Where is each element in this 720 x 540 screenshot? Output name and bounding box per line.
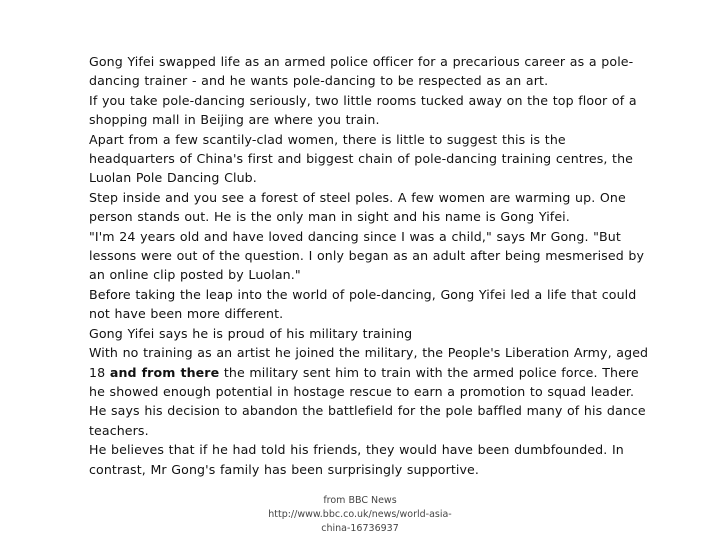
paragraph: He believes that if he had told his friends, they would have been dumbfounded. In contrast, Mr Gong's family has been surprisingly supportive. <box>89 442 624 477</box>
paragraph: Step inside and you see a forest of steel poles. A few women are warming up. One person stands out. He is the only man in sight and his name is Gong Yifei. <box>89 189 626 225</box>
source-label: from BBC News <box>323 495 397 506</box>
source-url: china-16736937 <box>321 523 399 534</box>
paragraph: Before taking the leap into the world of pole-dancing, Gong Yifei led a life that could not have been more different. <box>89 286 637 322</box>
paragraph: Gong Yifei says he is proud of his military training <box>89 325 413 341</box>
paragraph-text: the military sent him to train with the armed police force. There he showed enough potential in hostage rescue to earn a promotion to squad leader. <box>89 364 639 399</box>
paragraph: Apart from a few scantily-clad women, there is little to suggest this is the headquarters of China's first and biggest chain of pole-dancing training centres, the Luolan Pole Dancing Club. <box>89 131 634 186</box>
article-body <box>89 52 649 479</box>
paragraph: "I'm 24 years old and have loved dancing since I was a child," says Mr Gong. "But lessons were out of the question. I only began as an adult after being mesmerised by an online clip posted by Luolan." <box>89 228 645 283</box>
paragraph <box>89 343 649 401</box>
paragraph: Gong Yifei swapped life as an armed police officer for a precarious career as a pole-dancing trainer - and he wants pole-dancing to be respected as an art. <box>89 54 634 89</box>
source-url: http://www.bbc.co.uk/news/world-asia- <box>268 509 452 520</box>
bold-phrase: and from there <box>109 364 220 380</box>
paragraph: If you take pole-dancing seriously, two little rooms tucked away on the top floor of a shopping mall in Beijing are where you train. <box>89 92 637 128</box>
paragraph-text: With no training as an artist he joined the military, the People's Liberation Army, aged 18 <box>89 345 649 380</box>
source-attribution <box>250 494 470 536</box>
paragraph: He says his decision to abandon the battlefield for the pole baffled many of his dance teachers. <box>89 403 646 438</box>
